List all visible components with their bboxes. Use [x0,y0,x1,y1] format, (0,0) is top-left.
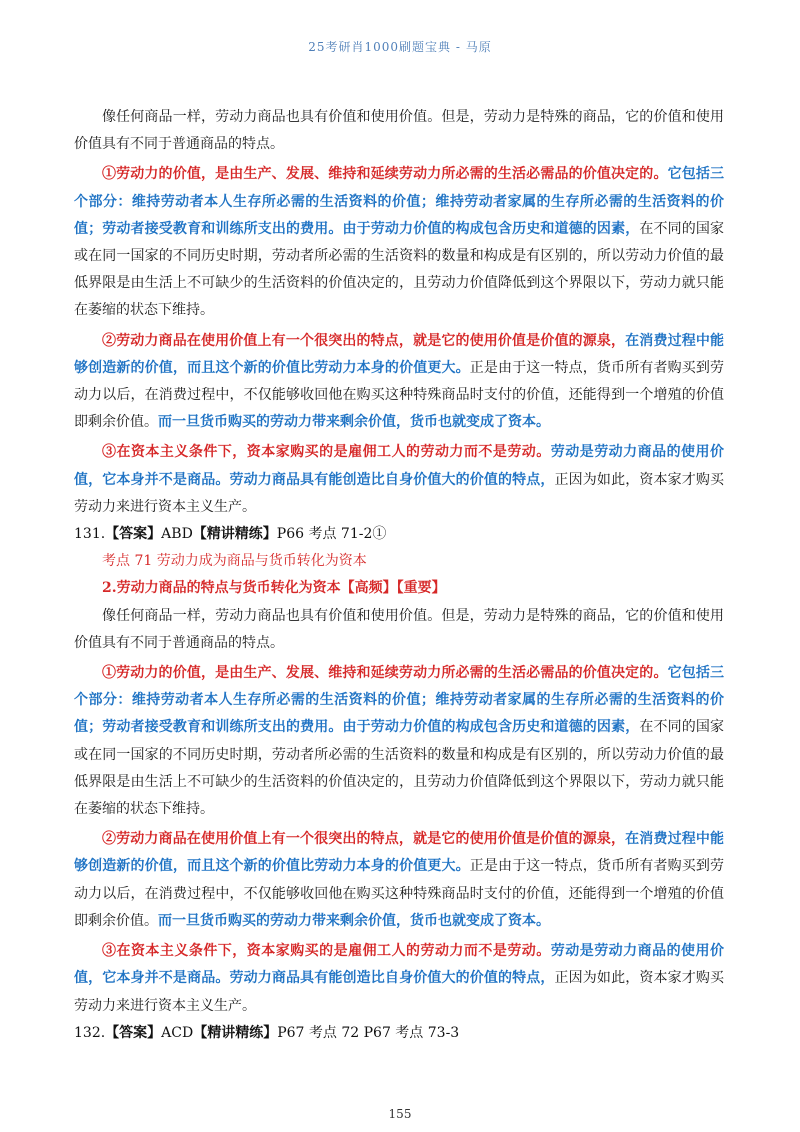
block2-point2-blue2: 而一旦货币购买的劳动力带来剩余价值，货币也就变成了资本。 [158,912,550,929]
block1-point3 [74,439,724,521]
answer-131-ref: P66 考点 71-2① [276,526,387,543]
block2-point3 [74,938,724,1020]
block2-point1-normal: 在不同的国家或在同一国家的不同历史时期，劳动者所必需的生活资料的数量和构成是有区别的，所以劳动力价值的最低界限是由生活上不可缺少的生活资料的价值决定的，且劳动力价值降低到这个界限以下，劳动力就只能在萎缩的状态下维持。 [74,719,725,818]
answer-131 [74,521,724,548]
block1-point2-red: ②劳动力商品在使用价值上有一个很突出的特点，就是它的使用价值是价值的源泉， [102,332,626,349]
block2-point3-red: ③在资本主义条件下，资本家购买的是雇佣工人的劳动力而不是劳动。 [102,943,551,960]
page-content [74,104,724,1047]
block1-point2-blue: 在消费过程中能够创造新的价值，而且这个新的价值比劳动力本身的价值更大。 [74,332,725,376]
block2-point2-blue: 在消费过程中能够创造新的价值，而且这个新的价值比劳动力本身的价值更大。 [74,831,725,875]
block2-point2-red: ②劳动力商品在使用价值上有一个很突出的特点，就是它的使用价值是价值的源泉， [102,831,626,848]
block1-point2-blue2: 而一旦货币购买的劳动力带来剩余价值，货币也就变成了资本。 [158,414,550,431]
block1-point3-blue: 劳动是劳动力商品的使用价值，它本身并不是商品。劳动力商品具有能创造比自身价值大的价值的特点， [74,444,725,488]
sub2-heading [74,575,724,602]
answer-132-value: ACD [161,1024,194,1041]
block1-point2-normal: 正是由于这一特点，货币所有者购买到劳动力以后，在消费过程中，不仅能够收回他在购买这种特殊商品时支付的价值，还能得到一个增殖的价值即剩余价值。 [74,359,724,431]
answer-132-num: 132. [74,1024,106,1041]
block2-point3-blue: 劳动是劳动力商品的使用价值，它本身并不是商品。劳动力商品具有能创造比自身价值大的价值的特点， [74,943,725,987]
block2-point1-red: ①劳动力的价值，是由生产、发展、维持和延续劳动力所必需的生活必需品的价值决定的。 [102,665,668,682]
block1-point1-normal: 在不同的国家或在同一国家的不同历史时期，劳动者所必需的生活资料的数量和构成是有区别的，所以劳动力价值的最低界限是由生活上不可缺少的生活资料的价值决定的，且劳动力价值降低到这个界限以下，劳动力就只能在萎缩的状态下维持。 [74,220,725,319]
block1-point1-blue: 它包括三个部分：维持劳动者本人生存所必需的生活资料的价值；维持劳动者家属的生存所必需的生活资料的价值；劳动者接受教育和训练所支出的费用。由于劳动力价值的构成包含历史和道德的因素， [74,166,725,237]
block2-point1 [74,660,724,823]
block2-intro: 像任何商品一样，劳动力商品也具有价值和使用价值。但是，劳动力是特殊的商品，它的价值和使用价值具有不同于普通商品的特点。 [74,607,724,651]
block1-point1-red: ①劳动力的价值，是由生产、发展、维持和延续劳动力所必需的生活必需品的价值决定的。 [102,166,668,183]
kaodian-71-text: 考点 71 劳动力成为商品与货币转化为资本 [102,553,367,570]
block2-point2-normal: 正是由于这一特点，货币所有者购买到劳动力以后，在消费过程中，不仅能够收回他在购买这种特殊商品时支付的价值，还能得到一个增殖的价值即剩余价值。 [74,858,724,929]
answer-132-ref: P67 考点 72 P67 考点 73-3 [277,1024,460,1041]
block1-intro: 像任何商品一样，劳动力商品也具有价值和使用价值。但是，劳动力是特殊的商品，它的价值和使用价值具有不同于普通商品的特点。 [74,109,724,153]
page-number: 155 [388,1107,412,1121]
block1-point3-normal: 正因为如此，资本家才购买劳动力来进行资本主义生产。 [74,471,724,515]
block1-point2 [74,328,724,437]
block1-point3-red: ③在资本主义条件下，资本家购买的是雇佣工人的劳动力而不是劳动。 [102,444,551,461]
answer-132 [74,1020,724,1047]
sub2-text: 2.劳动力商品的特点与货币转化为资本【高频】【重要】 [102,580,446,597]
answer-132-jj-label: 【精讲精练】 [193,1024,278,1041]
answer-131-jj-label: 【精讲精练】 [192,526,277,543]
block2-point1-blue: 它包括三个部分：维持劳动者本人生存所必需的生活资料的价值；维持劳动者家属的生存所必需的生活资料的价值；劳动者接受教育和训练所支出的费用。由于劳动力价值的构成包含历史和道德的因素， [74,665,725,736]
answer-131-value: ABD [161,526,193,543]
block1-point1 [74,161,724,324]
answer-131-num: 131. [74,526,106,543]
answer-132-label: 【答案】 [105,1024,162,1041]
kaodian-71-heading [74,548,724,575]
block2-point2 [74,826,724,935]
page-header: 25考研肖1000刷题宝典 - 马原 [308,40,492,54]
block2-point3-normal: 正因为如此，资本家才购买劳动力来进行资本主义生产。 [74,970,724,1014]
answer-131-label: 【答案】 [105,526,162,543]
